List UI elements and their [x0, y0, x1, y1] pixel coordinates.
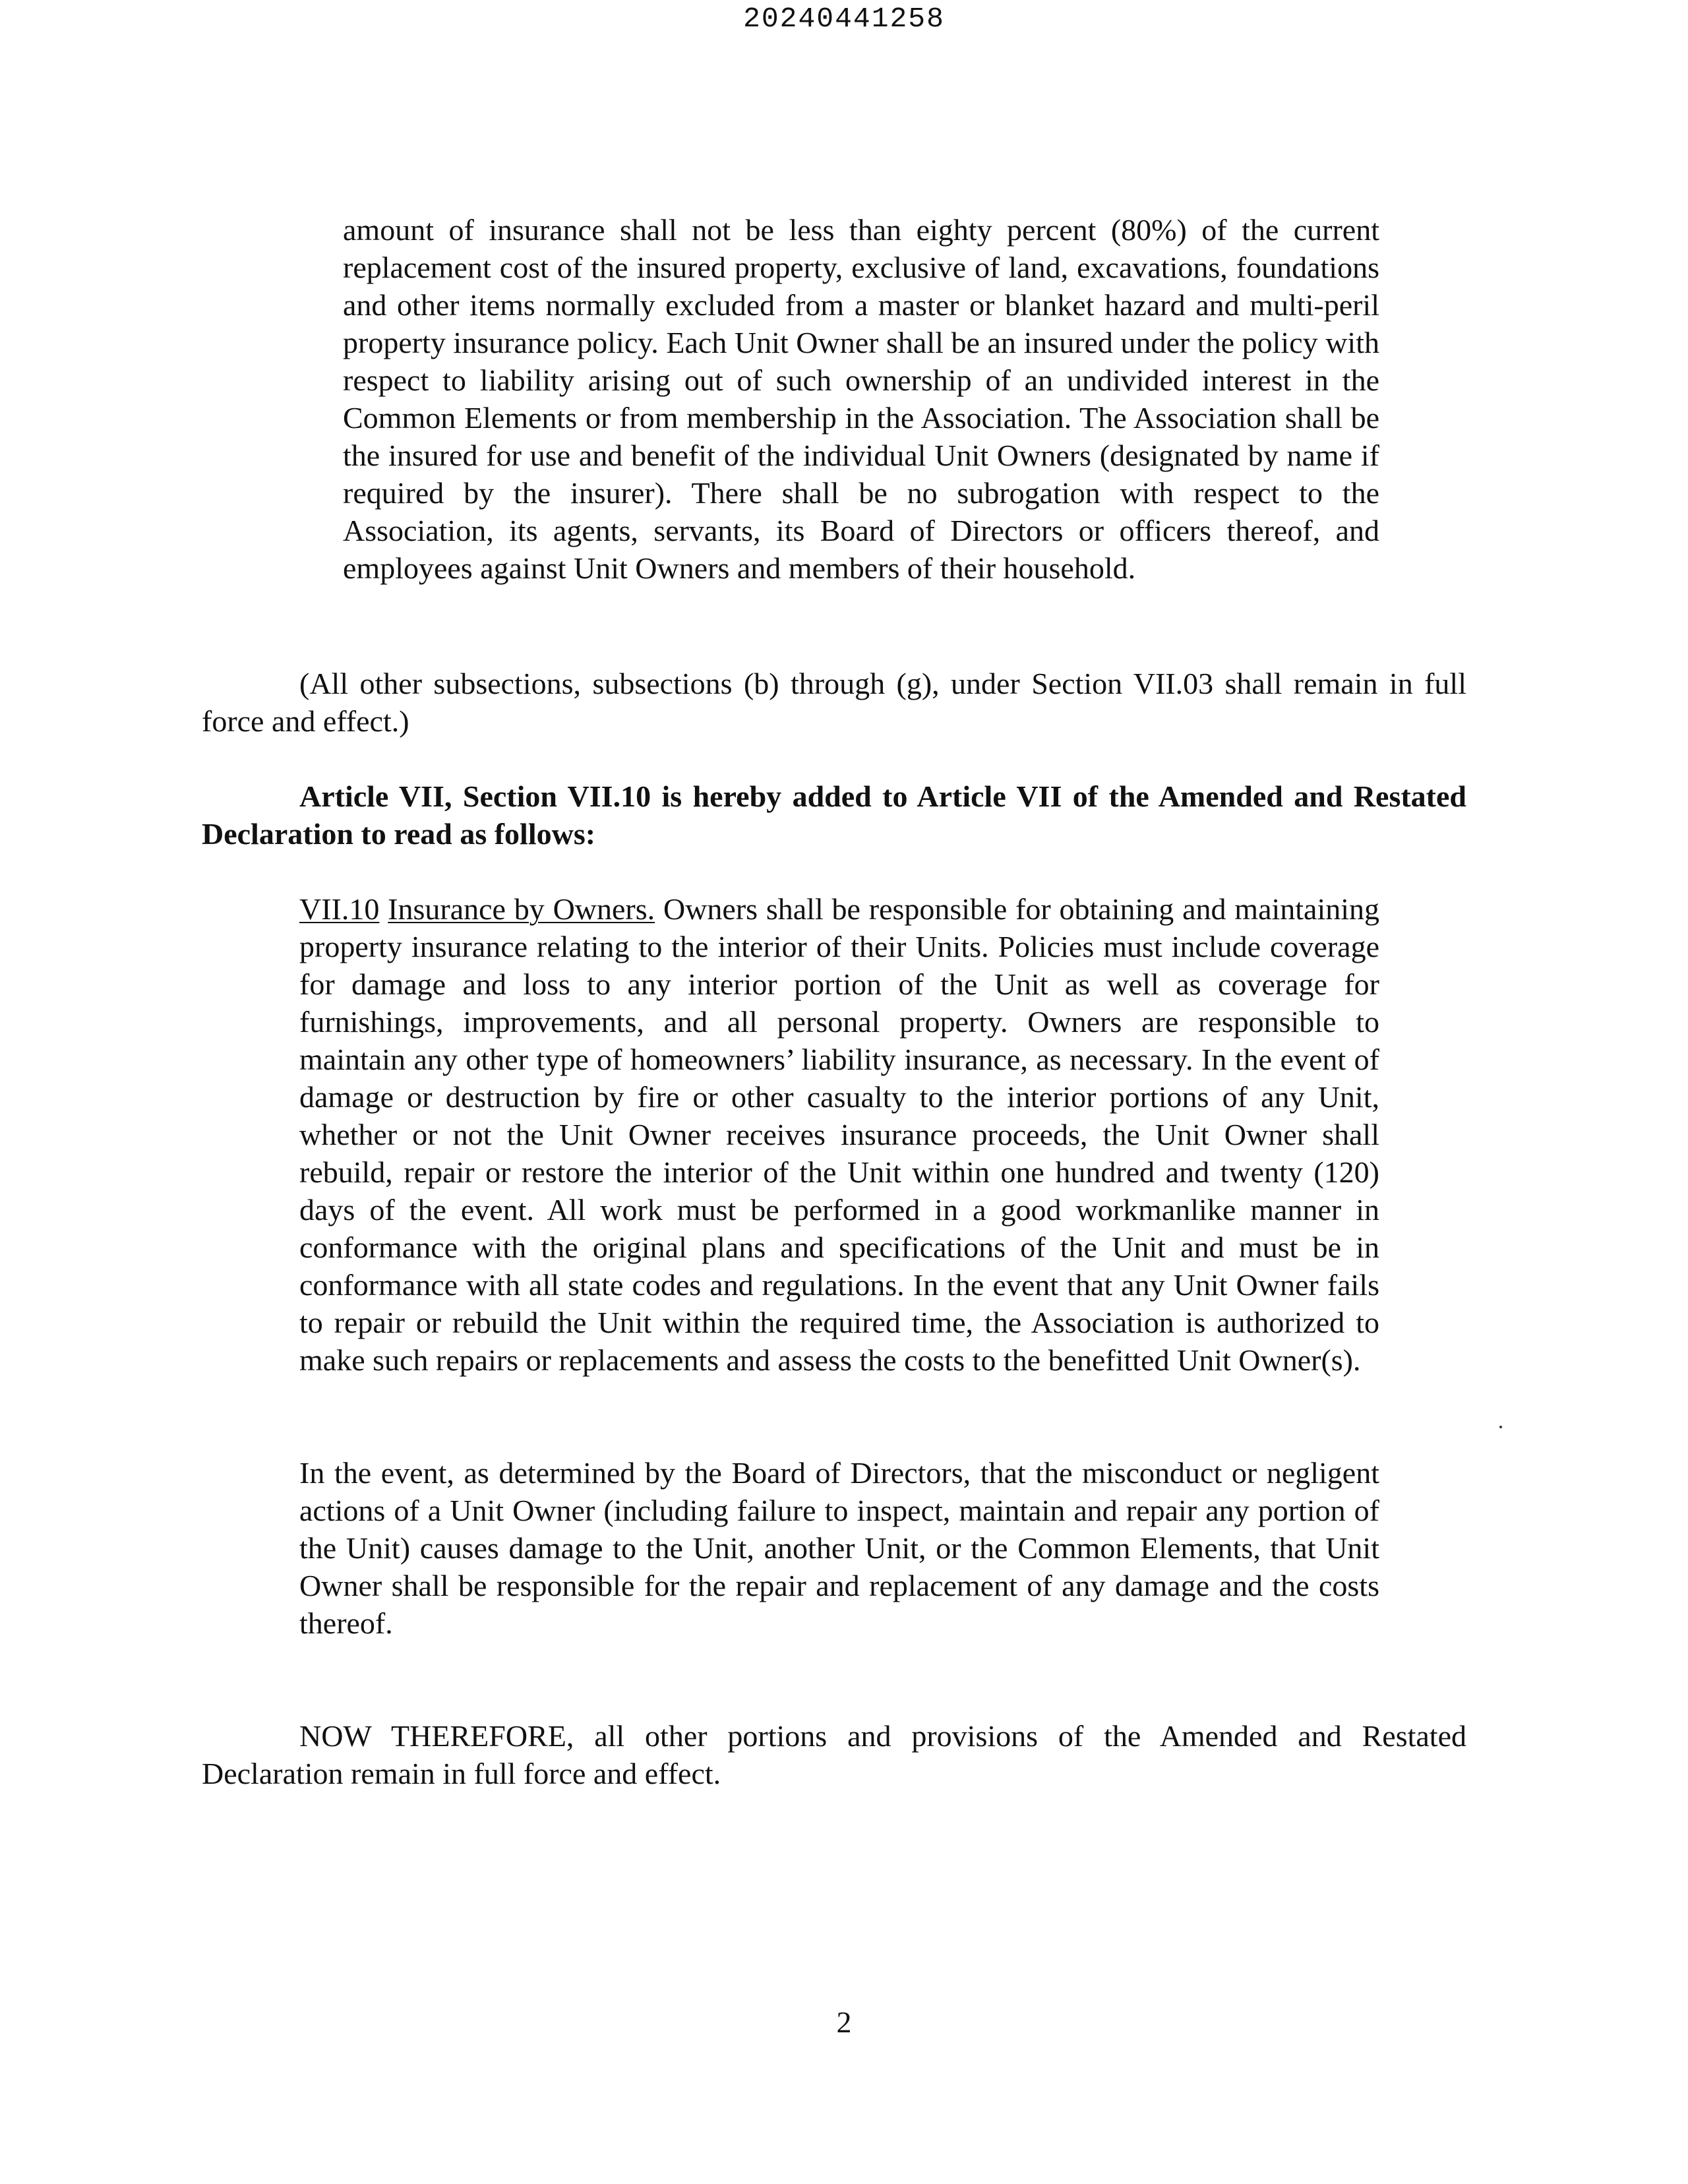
other-subsections-paragraph: (All other subsections, subsections (b) through (g), under Section VII.03 shall remain in full force and effect.) — [202, 667, 1466, 738]
insurance-amount-paragraph: amount of insurance shall not be less than eighty percent (80%) of the current replacement cost of the insured property, exclusive of land, excavations, foundations and other items normally excluded from a master or blanket hazard and multi-peril property insurance policy. Each Unit Owner shall be an insured under the policy with respect to liability arising out of such ownership of an undivided interest in the Common Elements or from membership in the Association. The Association shall be the insured for use and benefit of the individual Unit Owners (designated by name if required by the insurer). There shall be no subrogation with respect to the Association, its agents, servants, its Board of Directors or officers thereof, and employees against Unit Owners and members of their household. — [343, 213, 1379, 585]
section-title: Insurance by Owners. — [388, 892, 655, 926]
now-therefore-paragraph: NOW THEREFORE, all other portions and provisions of the Amended and Restated Declaration remain in full force and effect. — [202, 1719, 1466, 1790]
section-body: Owners shall be responsible for obtaining and maintaining property insurance relating to the interior of their Units. Policies must include coverage for damage and loss to any interior portion of the Unit as well as coverage for furnishings, improvements, and all personal property. Owners are responsible to maintain any other type of homeowners’ liability insurance, as necessary. In the event of damage or destruction by fire or other casualty to the interior portions of any Unit, whether or not the Unit Owner receives insurance proceeds, the Unit Owner shall rebuild, repair or restore the interior of the Unit within one hundred and twenty (120) days of the event. All work must be performed in a good workmanlike manner in conformance with the original plans and specifications of the Unit and must be in conformance with all state codes and regulations. In the event that any Unit Owner fails to repair or rebuild the Unit within the required time, the Association is authorized to make such repairs or replacements and assess the costs to the benefitted Unit Owner(s). — [299, 892, 1380, 1377]
section-number: VII.10 — [299, 892, 380, 926]
misconduct-paragraph: In the event, as determined by the Board of Directors, that the misconduct or negligent actions of a Unit Owner (including failure to inspect, maintain and repair any portion of the Unit) causes damage to the Unit, another Unit, or the Common Elements, that Unit Owner shall be responsible for the repair and replacement of any damage and the costs thereof. — [299, 1456, 1379, 1640]
scan-speck — [1499, 1426, 1502, 1428]
article-heading: Article VII, Section VII.10 is hereby added to Article VII of the Amended and Restated Declaration to read as follows: — [202, 779, 1466, 851]
page-number: 2 — [836, 2005, 852, 2039]
document-number: 20240441258 — [743, 3, 945, 35]
section-vii-10-paragraph — [299, 890, 1379, 1379]
